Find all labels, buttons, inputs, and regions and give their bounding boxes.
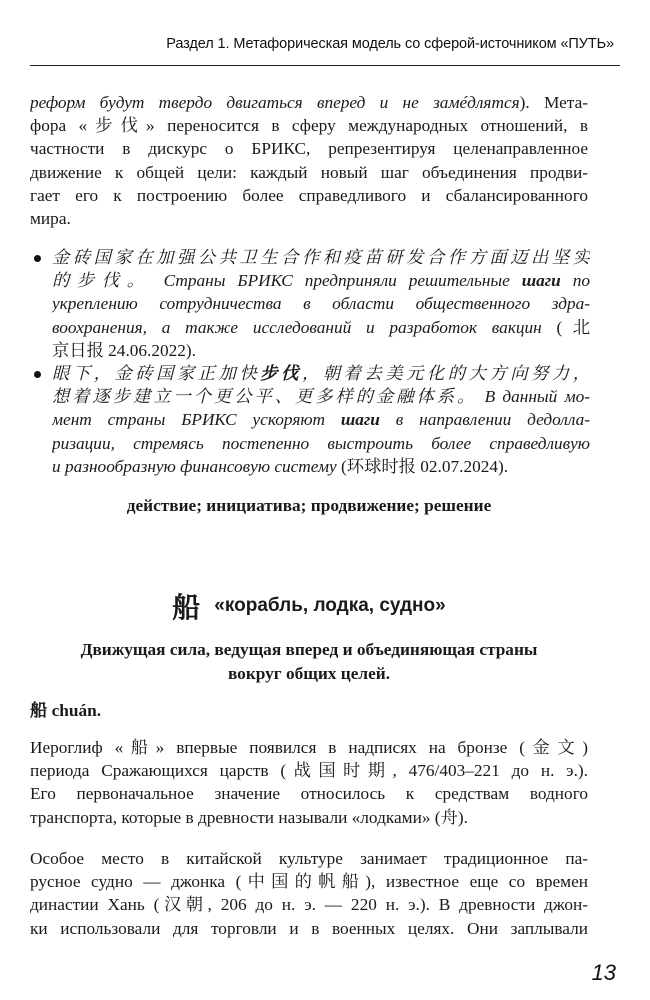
text-line: укреплению сотрудничества в области общественного здра- [52,294,590,314]
example-item [30,246,590,362]
subtitle-line: вокруг общих целей. [227,663,391,683]
section-hanzi: 船 [172,591,201,624]
text-line: периода Сражающихся царств (战国时期, 476/403–221 до н. э.). [30,761,588,781]
text-line: ризации, стремясь постепенно выстроить более справедливую [52,433,590,453]
term-hanzi: 船 [30,701,48,720]
text-line: ки использовали для торговли и в военных целях. Они заплывали [30,918,588,938]
page-number: 13 [591,960,616,985]
text-line: Иероглиф «船» впервые появился в надписях на бронзе (金文) [30,738,588,757]
text-line: Его первоначальное значение относилось к средствам водного [30,784,588,804]
running-header [30,26,620,66]
text-line: фора «步伐» переносится в сферу международных отношений, в [30,116,588,136]
running-title: Раздел 1. Метафорическая модель со сферой-источником «ПУТЬ» [166,36,614,52]
section-name: «корабль, лодка, судно» [214,595,446,616]
section-subtitle [30,638,588,685]
text-line: династии Хань (汉朝, 206 до н. э. — 220 н. э.). В древности джон- [30,895,588,915]
keywords-line: действие; инициатива; продвижение; решение [126,496,492,515]
term-heading [30,696,101,721]
text-line: мира. [30,208,71,228]
text-line: 想着逐步建立一个更公平、更多样的金融体系。 В данный мо- [52,387,590,407]
text-line: реформ будут твердо двигаться вперед и не замéдлятся). Мета- [30,93,588,112]
bullet-icon [34,255,41,262]
text-line: русное судно — джонка (中国的帆船), известное еще со времен [30,872,588,892]
term-pinyin: chuán. [51,701,102,720]
text-line: движение к общей цели: каждый новый шаг объединения продви- [30,162,588,182]
text-line: транспорта, которые в древности называли «лодками» (舟). [30,807,468,827]
subtitle-line: Движущая сила, ведущая вперед и объединяющая страны [80,640,538,659]
text-line: 金砖国家在加强公共卫生合作和疫苗研发合作方面迈出坚实 [52,248,590,267]
example-item [30,362,590,478]
bullet-icon [34,371,41,378]
text-line: мент страны БРИКС ускоряют шаги в направлении дедолла- [52,410,590,430]
text-line: 京日报 24.06.2022). [52,340,197,360]
text-line: частности в дискурс о БРИКС, репрезентируя целенаправленное [30,139,588,159]
paragraph-origin [30,736,588,829]
intro-paragraph [30,91,588,230]
text-line: гает его к построению более справедливого и сбалансированного [30,185,588,205]
example-list [30,246,590,478]
text-line: воохранения, а также исследований и разработок вакцин (北 [52,317,590,337]
text-line: 眼下，金砖国家正加快步伐，朝着去美元化的大方向努力， [52,363,590,383]
paragraph-junk [30,847,588,940]
text-line: 的步伐。 Страны БРИКС предприняли решительные шаги по [52,271,590,291]
text-line: Особое место в китайской культуре занимает традиционное па- [30,849,588,868]
text-line: и разнообразную финансовую систему (环球时报 02.07.2024). [52,456,509,476]
section-heading [30,586,588,626]
